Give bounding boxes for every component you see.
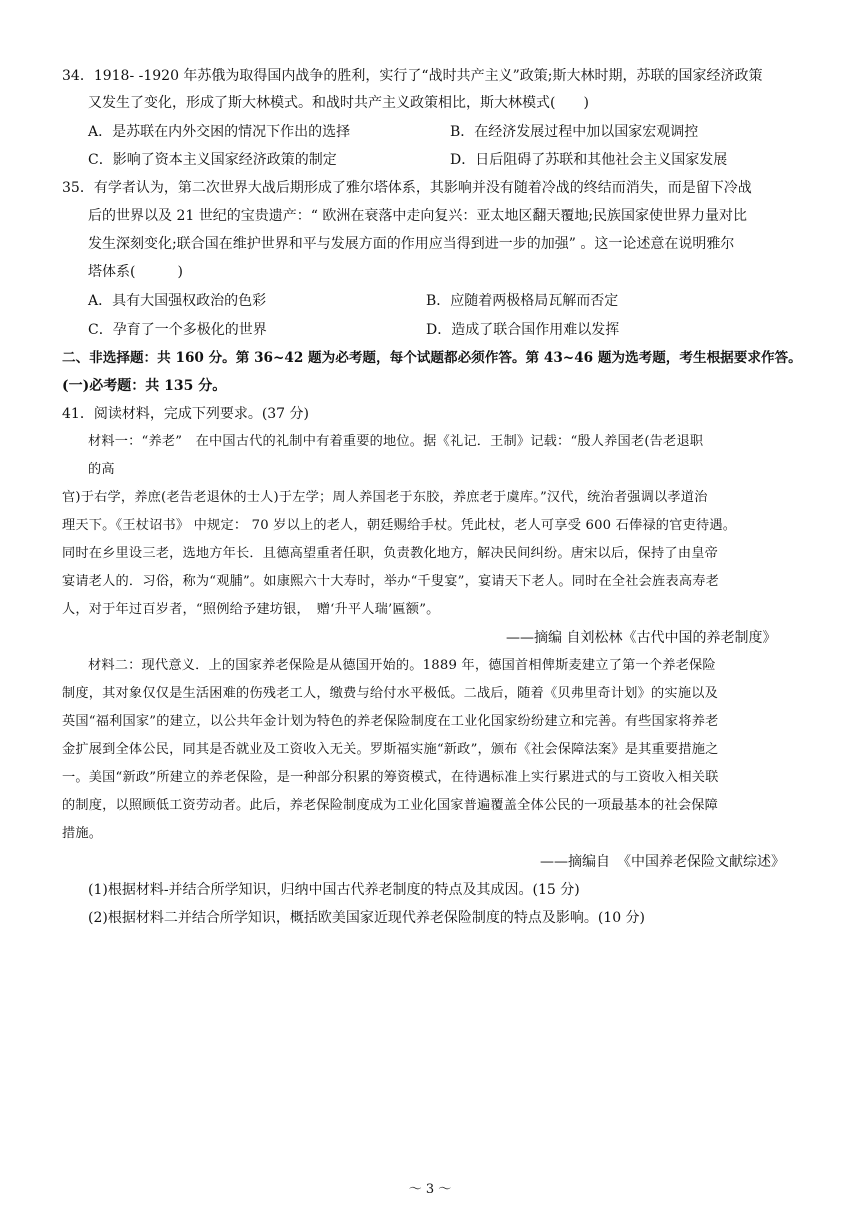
q41-requirement-1: (1)根据材料-并结合所学知识，归纳中国古代养老制度的特点及其成因。(15 分)	[88, 882, 580, 898]
q34-option-b: B．在经济发展过程中加以国家宏观调控	[450, 124, 699, 140]
section-subheading: (一)必考题：共 135 分。	[62, 378, 227, 394]
material-2-line-6: 的制度，以照顾低工资劳动者。此后，养老保险制度成为工业化国家普遍覆盖全体公民的一项最基本的社会保障	[62, 798, 718, 813]
q34-stem-line-2: 又发生了变化，形成了斯大林模式。和战时共产主义政策相比，斯大林模式( )	[88, 95, 589, 111]
q34-option-a: A．是苏联在内外交困的情况下作出的选择	[88, 124, 351, 140]
q34-option-d: D．日后阻碍了苏联和其他社会主义国家发展	[450, 152, 728, 168]
material-1-source: ——摘编 自刘松林《古代中国的养老制度》	[506, 630, 777, 646]
material-2-line-1: 材料二：现代意义．上的国家养老保险是从德国开始的。1889 年，德国首相俾斯麦建立了第一个养老保险	[88, 658, 716, 673]
q35-option-b: B．应随着两极格局瓦解而否定	[426, 293, 619, 309]
q41-stem: 41．阅读材料，完成下列要求。(37 分)	[62, 406, 310, 422]
q35-stem-line-2: 后的世界以及 21 世纪的宝贵遗产：“ 欧洲在衰落中走向复兴：亚太地区翻天覆地;民族国家使世界力量对比	[88, 208, 748, 224]
q34-option-c: C．影响了资本主义国家经济政策的制定	[88, 152, 337, 168]
material-2-line-7: 措施。	[62, 826, 103, 841]
section-heading: 二、非选择题：共 160 分。第 36~42 题为必考题，每个试题都必须作答。第 43~46 题为选考题，考生根据要求作答。	[62, 350, 802, 366]
material-1-line-7: 人，对于年过百岁者，“照例给予建坊银， 赠‘升平人瑞’匾额”。	[62, 602, 440, 617]
page-number: ～ 3 ～	[408, 1182, 452, 1197]
material-1-line-5: 同时在乡里设三老，选地方年长．且德高望重者任职，负责教化地方，解决民间纠纷。唐宋以后，保持了由皇帝	[62, 546, 718, 561]
material-1-line-3: 官)于右学，养庶(老告老退休的士人)于左学；周人养国老于东胶，养庶老于虞库。”汉代，统治者强调以孝道治	[62, 490, 708, 505]
q35-option-c: C．孕育了一个多极化的世界	[88, 322, 267, 338]
material-1-line-6: 宴请老人的．习俗，称为“观脯”。如康熙六十大寿时，举办“千叟宴”，宴请天下老人。同时在全社会旌表高寿老	[62, 574, 719, 589]
q34-stem-line-1: 34．1918- -1920 年苏俄为取得国内战争的胜利，实行了“战时共产主义”政策;斯大林时期，苏联的国家经济政策	[62, 68, 763, 84]
material-2-line-3: 英国“福利国家”的建立，以公共年金计划为特色的养老保险制度在工业化国家纷纷建立和完善。有些国家将养老	[62, 714, 719, 729]
q35-option-d: D．造成了联合国作用难以发挥	[426, 322, 620, 338]
material-2-line-4: 金扩展到全体公民，同其是否就业及工资收入无关。罗斯福实施“新政”，颁布《社会保障法案》是其重要措施之	[62, 742, 719, 757]
material-2-source: ——摘编自 《中国养老保险文献综述》	[540, 854, 785, 870]
q35-stem-line-4: 塔体系( )	[88, 264, 183, 280]
material-2-line-2: 制度，其对象仅仅是生活困难的伤残老工人，缴费与给付水平极低。二战后，随着《贝弗里奇计划》的实施以及	[62, 686, 718, 701]
q41-requirement-2: (2)根据材料二并结合所学知识，概括欧美国家近现代养老保险制度的特点及影响。(10 分)	[88, 910, 646, 926]
q35-stem-line-1: 35．有学者认为，第二次世界大战后期形成了雅尔塔体系，其影响并没有随着冷战的终结而消失，而是留下冷战	[62, 180, 752, 196]
material-1-line-2: 的高	[88, 462, 115, 477]
material-2-line-5: 一。美国“新政”所建立的养老保险，是一种部分积累的筹资模式，在待遇标准上实行累进式的与工资收入相关联	[62, 770, 719, 785]
material-1-line-1: 材料一：“养老” 在中国古代的礼制中有着重要的地位。据《礼记．王制》记载：“殷人养国老(告老退职	[88, 434, 704, 449]
material-1-line-4: 理天下。《王杖诏书》 中规定： 70 岁以上的老人，朝廷赐给手杖。凭此杖，老人可享受 600 石俸禄的官吏待遇。	[62, 518, 737, 533]
q35-option-a: A．具有大国强权政治的色彩	[88, 293, 267, 309]
q35-stem-line-3: 发生深刻变化;联合国在维护世界和平与发展方面的作用应当得到进一步的加强” 。这一论述意在说明雅尔	[88, 236, 735, 252]
